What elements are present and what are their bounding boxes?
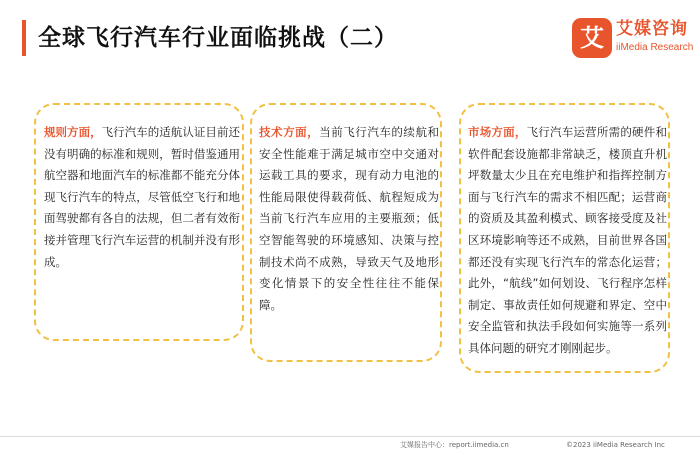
- logo-icon: 艾: [572, 18, 612, 58]
- footer-source: 艾媒报告中心：report.iimedia.cn: [400, 441, 509, 449]
- logo-text-cn: 艾媒咨询: [616, 19, 688, 39]
- footer-divider: [0, 436, 700, 437]
- card-heading: 市场方面，: [468, 125, 527, 139]
- card-heading: 技术方面，: [259, 125, 320, 139]
- card-text: [259, 122, 439, 316]
- card-body: 飞行汽车运营所需的硬件和软件配套设施都非常缺乏，楼顶直升机坪数量太少且在充电维护和指挥控制方面与飞行汽车的需求不相匹配；运营商的资质及其盈利模式、顾客接受度及社区环境影响等还不成熟，目前世界各国都还没有实现飞行汽车的常态化运营；此外，“航线”如何划设、飞行程序怎样制定、事故责任如何规避和界定、空中安全监管和执法手段如何实施等一系列具体问题的研究才刚刚起步。: [468, 125, 667, 355]
- title-accent-bar: [22, 20, 26, 56]
- card-body: 当前飞行汽车的续航和安全性能难于满足城市空中交通对运载工具的要求，现有动力电池的性能局限使得载荷低、航程短成为当前飞行汽车应用的主要瓶颈；低空智能驾驶的环境感知、决策与控制技术尚不成熟，导致天气及地形变化情景下的安全性往往不能保障。: [259, 125, 440, 312]
- card-text: [468, 122, 667, 360]
- technology-card: [250, 103, 442, 362]
- page-title: 全球飞行汽车行业面临挑战（二）: [38, 25, 398, 51]
- brand-logo: [572, 18, 692, 58]
- card-text: [44, 122, 240, 273]
- card-body: 飞行汽车的适航认证目前还没有明确的标准和规则，暂时借鉴通用航空器和地面汽车的标准都不能充分体现飞行汽车的特点，尽管低空飞行和地面驾驶都有各自的法规，但二者有效衔接并管理飞行汽车运营的机制并没有形成。: [44, 125, 240, 269]
- logo-text-en: iiMedia Research: [616, 42, 694, 53]
- footer-copyright: ©2023 iiMedia Research Inc: [566, 441, 665, 449]
- card-heading: 规则方面，: [44, 125, 102, 139]
- rules-card: [34, 103, 244, 341]
- market-card: [459, 103, 670, 373]
